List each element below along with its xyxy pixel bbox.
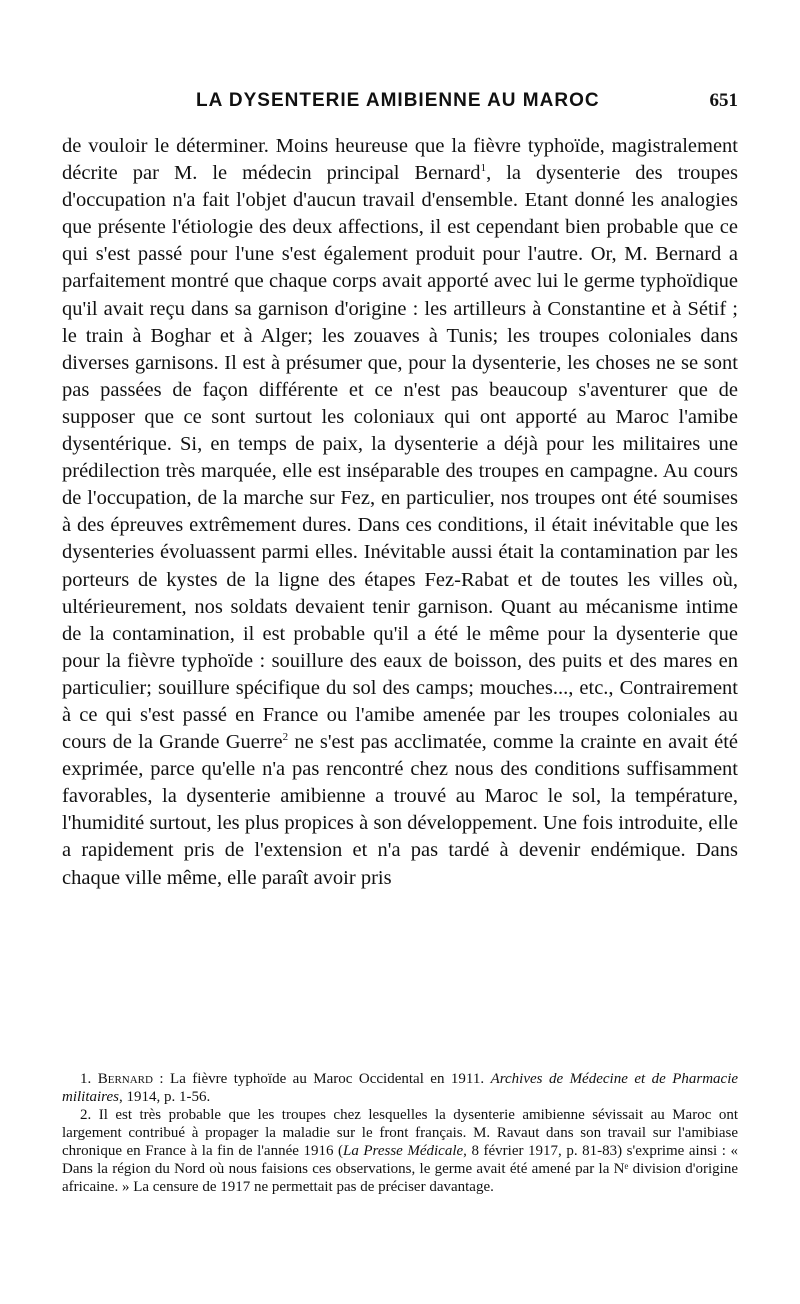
- text-segment-2: , la dysenterie des troupes d'occupation n'a fait l'objet d'aucun travail d'ensemble. Etant donné les analogies que présente l'étiologie des deux affections, il est cependant bien probable que ce qui s'est passé pour l'une s'est également produit pour l'autre. Or, M. Bernard a parfaitement montré que chaque corps avait apporté avec lui le germe typhoïdique qu'il avait reçu dans sa garnison d'origine : les artilleurs à Constantine et à Sétif ; le train à Boghar et à Alger; les zouaves à Tunis; les troupes coloniales dans diverses garnisons. Il est à présumer que, pour la dysenterie, les choses ne se sont pas passées de façon différente et ce n'est pas beaucoup s'aventurer que de supposer que ce sont surtout les coloniaux qui ont apporté au Maroc l'amibe dysentérique. Si, en temps de paix, la dysenterie a déjà pour les militaires une prédilection très marquée, elle est inséparable des troupes en campagne. Au cours de l'occupation, de la marche sur Fez, en particulier, nos troupes ont été soumises à des épreuves extrêmement dures. Dans ces conditions, il était inévitable que les dysenteries évoluassent parmi elles. Inévitable aussi était la contamination par les porteurs de kystes de la ligne des étapes Fez-Rabat et de toutes les villes où, ultérieurement, nos soldats devaient tenir garnison. Quant au mécanisme intime de la contamination, il est probable qu'il a été le même pour la dysenterie que pour la fièvre typhoïde : souillure des eaux de boisson, des puits et des mares en particulier; souillure spécifique du sol des camps; mouches..., etc., Contrairement à ce qui s'est passé en France ou l'amibe amenée par les troupes coloniales au cours de la Grande Guerre: [62, 162, 738, 754]
- running-title: LA DYSENTERIE AMIBIENNE AU MAROC: [196, 90, 600, 111]
- running-header: [62, 84, 738, 120]
- footnote-2-text-2: , 8 février 1917, p. 81-83) s'exprime ainsi : « Dans la région du Nord où nous faisions ces observations, le germe avait été amené par la Nᵉ division d'origine africaine. » La censure de 1917 ne permettait pas de préciser davantage.: [62, 1143, 738, 1195]
- footnote-1-text: : La fièvre typhoïde au Maroc Occidental en 1911.: [152, 1071, 491, 1087]
- text-segment-1: de vouloir le déterminer. Moins heureuse que la fièvre typhoïde, magistralement décrite par M. le médecin principal Bernard: [62, 135, 738, 185]
- footnote-1: [62, 1070, 738, 1106]
- footnote-ref-2: 2: [282, 731, 289, 744]
- body-paragraph: [62, 133, 738, 892]
- main-paragraph: [62, 133, 738, 892]
- footnote-ref-1: 1: [480, 162, 487, 175]
- footnote-1-tail: , 1914, p. 1-56.: [118, 1089, 211, 1105]
- footnote-2-journal: La Presse Médicale: [343, 1143, 464, 1159]
- page-number: 651: [709, 90, 738, 111]
- footnote-2: [62, 1106, 738, 1196]
- footnotes: [62, 1070, 738, 1196]
- footnote-2-number: 2.: [80, 1107, 92, 1123]
- footnote-1-number: 1.: [80, 1071, 92, 1087]
- footnote-1-journal: Archives de Médecine et de Pharmacie militaires: [62, 1071, 739, 1105]
- text-segment-3: ne s'est pas acclimatée, comme la crainte en avait été exprimée, parce qu'elle n'a pas rencontré chez nous des conditions suffisamment favorables, la dysenterie amibienne a trouvé au Maroc le sol, la température, l'humidité surtout, les plus propices à son développement. Une fois introduite, elle a rapidement pris de l'extension et n'a pas tardé à devenir endémique. Dans chaque ville même, elle paraît avoir pris: [62, 731, 739, 889]
- footnote-1-author: Bernard: [97, 1071, 153, 1087]
- footnote-2-text-1: Il est très probable que les troupes chez lesquelles la dysenterie amibienne sévissait au Maroc ont largement contribué à propager la maladie sur le front français. M. Ravaut dans son travail sur l'amibiase chronique en France à la fin de l'année 1916 (: [62, 1107, 738, 1159]
